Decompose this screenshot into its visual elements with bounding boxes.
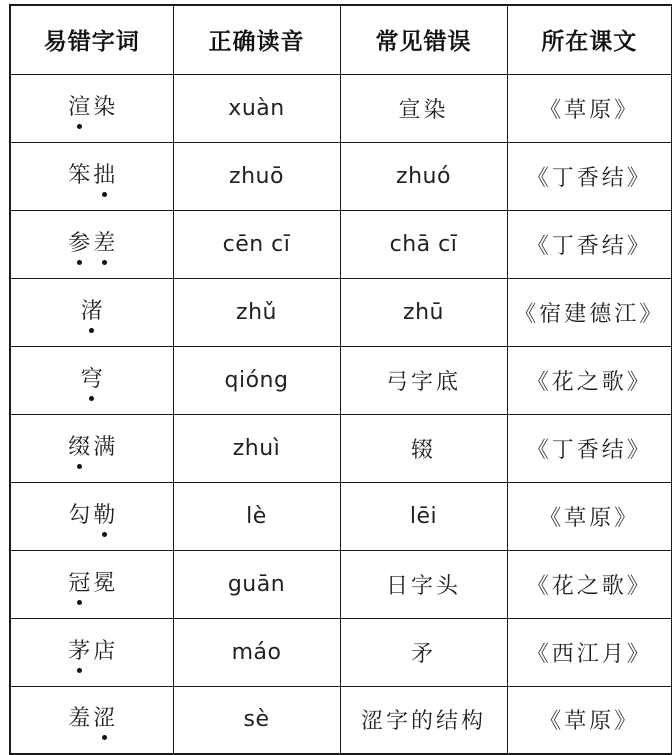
lesson: 《丁香结》 (526, 233, 652, 259)
correct-pronunciation: máo (231, 639, 282, 665)
correct-pronunciation-cell (173, 618, 340, 686)
common-mistake: 宣染 (398, 97, 449, 123)
word (79, 362, 104, 399)
lesson-cell (507, 74, 672, 142)
correct-pronunciation-cell (173, 278, 340, 346)
emphasis-dot (77, 668, 82, 673)
correct-pronunciation: zhǔ (236, 299, 277, 325)
word-char-wrapper (67, 158, 92, 189)
word-char-wrapper (79, 362, 104, 393)
common-mistake: zhuó (396, 163, 451, 189)
lesson-cell (507, 278, 672, 346)
word-cell (10, 550, 173, 618)
word (67, 158, 117, 195)
common-mistake: 涩字的结构 (360, 709, 486, 735)
common-mistake: chā cī (389, 231, 458, 257)
common-mistake-cell (340, 278, 507, 346)
word-char-wrapper (67, 634, 92, 665)
emphasis-dot (89, 328, 94, 333)
header-word: 易错字词 (10, 5, 173, 74)
common-mistake-cell (340, 414, 507, 482)
word-char-wrapper (92, 226, 117, 257)
word-char-wrapper (79, 294, 104, 325)
correct-pronunciation: xuàn (228, 95, 285, 121)
emphasis-dot (102, 532, 107, 537)
word-char-wrapper (67, 430, 92, 461)
correct-pronunciation-cell (173, 142, 340, 210)
common-mistake-cell (340, 346, 507, 414)
common-mistake-cell (340, 142, 507, 210)
common-mistake-cell (340, 482, 507, 550)
table-row (10, 278, 672, 346)
common-mistake: lēi (409, 503, 438, 529)
word-char-wrapper (67, 566, 92, 597)
correct-pronunciation-cell (173, 210, 340, 278)
word-char-wrapper (67, 90, 92, 121)
lesson-cell (507, 550, 672, 618)
lesson-cell (507, 142, 672, 210)
table-row (10, 142, 672, 210)
correct-pronunciation: zhuō (229, 163, 284, 189)
lesson: 《丁香结》 (526, 165, 652, 191)
emphasis-dot (102, 192, 107, 197)
correct-pronunciation: guān (227, 571, 286, 597)
lesson: 《花之歌》 (526, 369, 652, 395)
table-row (10, 346, 672, 414)
word-char: 涩 (93, 706, 116, 732)
correct-pronunciation: zhuì (232, 435, 281, 461)
word-char: 茅 (68, 638, 91, 664)
lesson: 《花之歌》 (526, 573, 652, 599)
word (67, 498, 117, 535)
word-char-wrapper (67, 701, 92, 732)
word-cell (10, 482, 173, 550)
word-char-wrapper (92, 566, 117, 597)
word-cell (10, 278, 173, 346)
common-mistake-cell (340, 686, 507, 754)
word-char-wrapper (92, 430, 117, 461)
word-char: 羞 (68, 706, 91, 732)
word-char-wrapper (67, 498, 92, 529)
header-lesson: 所在课文 (507, 5, 672, 74)
word-cell (10, 142, 173, 210)
word-char-wrapper (92, 634, 117, 665)
lesson: 《草原》 (539, 505, 640, 531)
table-row (10, 210, 672, 278)
emphasis-dot (89, 396, 94, 401)
lesson-cell (507, 346, 672, 414)
emphasis-dot (102, 260, 107, 265)
header-row (10, 5, 672, 74)
correct-pronunciation-cell (173, 550, 340, 618)
word-char-wrapper (92, 158, 117, 189)
emphasis-dot (77, 124, 82, 129)
word-char: 渲 (68, 94, 91, 120)
table-row (10, 550, 672, 618)
word-char-wrapper (92, 701, 117, 732)
word-char: 冕 (93, 570, 116, 596)
common-mistake: 日字头 (385, 573, 461, 599)
word (79, 294, 104, 331)
word-char-wrapper (92, 90, 117, 121)
lesson: 《丁香结》 (526, 437, 652, 463)
common-mistake-cell (340, 550, 507, 618)
emphasis-dot (77, 464, 82, 469)
lesson-cell (507, 618, 672, 686)
lesson-cell (507, 210, 672, 278)
word-char: 穹 (80, 366, 103, 392)
lesson: 《宿建德江》 (514, 301, 665, 327)
word-cell (10, 210, 173, 278)
common-mistake: 辍 (410, 437, 436, 463)
error-prone-words-table (9, 4, 672, 755)
lesson: 《草原》 (539, 97, 640, 123)
word-char: 参 (68, 230, 91, 256)
word (67, 90, 117, 127)
emphasis-dot (102, 735, 107, 740)
table-row (10, 414, 672, 482)
table-row (10, 482, 672, 550)
table-row (10, 74, 672, 142)
emphasis-dot (77, 260, 82, 265)
word-char: 勾 (68, 502, 91, 528)
correct-pronunciation: sè (243, 707, 270, 733)
word-char: 染 (93, 94, 116, 120)
correct-pronunciation: cēn cī (222, 231, 291, 257)
emphasis-dot (77, 600, 82, 605)
common-mistake: zhū (403, 299, 444, 325)
word (67, 634, 117, 671)
lesson-cell (507, 414, 672, 482)
correct-pronunciation: lè (246, 503, 267, 529)
word-char: 差 (93, 230, 116, 256)
header-common-mistake: 常见错误 (340, 5, 507, 74)
word-char: 渚 (80, 298, 103, 324)
word-char: 勒 (93, 502, 116, 528)
word-char: 笨 (68, 162, 91, 188)
word-char-wrapper (67, 226, 92, 257)
word (67, 566, 117, 603)
common-mistake: 弓字底 (385, 369, 461, 395)
word-char: 缀 (68, 434, 91, 460)
word-char: 冠 (68, 570, 91, 596)
correct-pronunciation: qióng (224, 367, 289, 393)
correct-pronunciation-cell (173, 414, 340, 482)
lesson: 《草原》 (539, 709, 640, 735)
word (67, 226, 117, 263)
lesson: 《西江月》 (526, 641, 652, 667)
correct-pronunciation-cell (173, 482, 340, 550)
correct-pronunciation-cell (173, 686, 340, 754)
word (67, 701, 117, 738)
word-char: 店 (93, 638, 116, 664)
header-correct-pronunciation: 正确读音 (173, 5, 340, 74)
common-mistake: 矛 (410, 641, 436, 667)
lesson-cell (507, 482, 672, 550)
lesson-cell (507, 686, 672, 754)
word-char: 拙 (93, 162, 116, 188)
correct-pronunciation-cell (173, 74, 340, 142)
table-header (10, 5, 672, 74)
word-cell (10, 346, 173, 414)
common-mistake-cell (340, 74, 507, 142)
common-mistake-cell (340, 618, 507, 686)
word-cell (10, 414, 173, 482)
table-body (10, 74, 672, 754)
word (67, 430, 117, 467)
table-row (10, 686, 672, 754)
correct-pronunciation-cell (173, 346, 340, 414)
word-cell (10, 686, 173, 754)
word-cell (10, 74, 173, 142)
error-prone-words-table-container (9, 4, 671, 755)
word-char-wrapper (92, 498, 117, 529)
common-mistake-cell (340, 210, 507, 278)
table-row (10, 618, 672, 686)
word-cell (10, 618, 173, 686)
word-char: 满 (93, 434, 116, 460)
